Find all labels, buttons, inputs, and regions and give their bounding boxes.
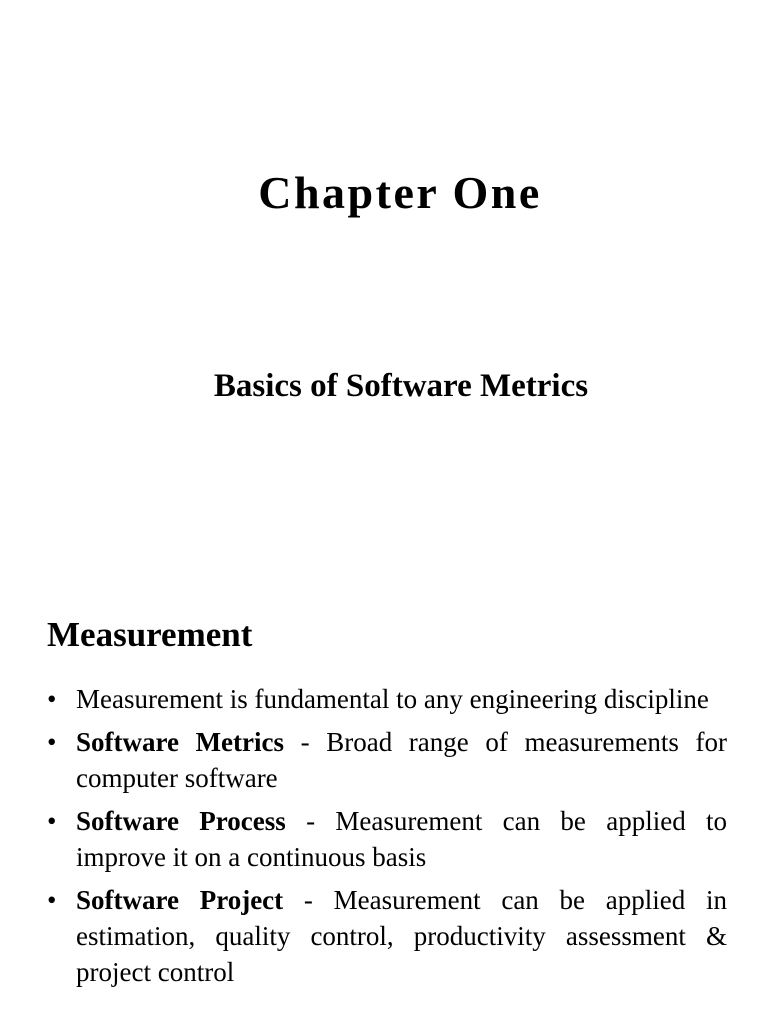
bullet-separator: - [285,806,336,836]
bullet-separator: - [284,727,327,757]
bullet-text: Broad range of measurements for computer software [76,727,727,793]
bullet-dot: • [47,727,57,757]
bullet-item [47,724,727,796]
bullet-separator: - [283,885,334,915]
chapter-subtitle: Basics of Software Metrics [213,368,589,404]
section-heading: Measurement [47,615,253,654]
bullet-term: Software Project [76,885,284,915]
bullet-term: Software Metrics [76,727,285,757]
bullet-item [47,681,727,717]
bullet-term: Software Process [76,806,286,836]
bullet-text: Measurement is fundamental to any engineering discipline [76,684,709,714]
bullet-item [47,803,727,875]
chapter-title: Chapter One [258,167,542,218]
bullet-list [47,681,727,997]
bullet-dot: • [47,806,57,836]
bullet-item [47,882,727,990]
bullet-text: Measurement can be applied in estimation, quality control, productivity assessment & project control [76,885,727,987]
bullet-text: Measurement can be applied to improve it on a continuous basis [76,806,727,872]
bullet-dot: • [47,885,57,915]
bullet-dot: • [47,684,57,714]
